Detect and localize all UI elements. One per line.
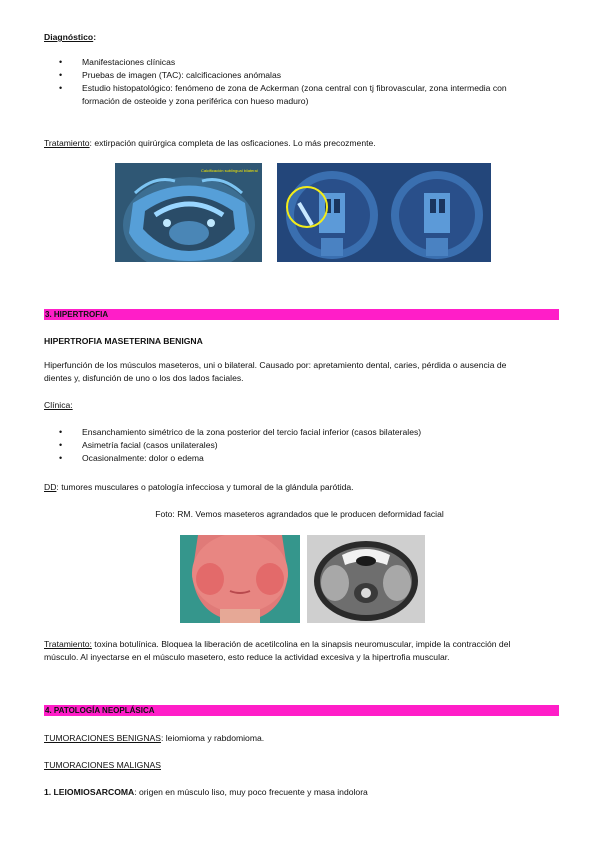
leiomiosarcoma: 1. LEIOMIOSARCOMA: origen en músculo liso, muy poco frecuente y masa indolora	[44, 787, 368, 797]
patient-face-photo	[180, 535, 300, 623]
section-bar-hipertrofia: 3. HIPERTROFIA	[44, 309, 559, 320]
tumoraciones-benignas: TUMORACIONES BENIGNAS: leiomioma y rabdomioma.	[44, 733, 265, 743]
list-item: • Ensanchamiento simétrico de la zona posterior del tercio facial inferior (casos bilaterales)	[44, 426, 564, 439]
benignas-label: TUMORACIONES BENIGNAS	[44, 733, 161, 743]
diagnostico-heading: Diagnóstico:	[44, 32, 97, 42]
tratamiento-2-line-2: músculo. Al inyectarse en el músculo masetero, esto reduce la actividad excesiva y la hipertrofia muscular.	[44, 652, 450, 662]
tratamiento-2-label: Tratamiento:	[44, 639, 92, 649]
dd-label: DD	[44, 482, 57, 492]
tratamiento-1	[44, 137, 376, 150]
clinica-label: Clínica:	[44, 400, 73, 410]
mri-axial-image	[307, 535, 425, 623]
diagnostico-list	[44, 56, 564, 94]
ct-axial-image	[115, 163, 262, 262]
dd-line	[44, 481, 354, 494]
clinica-list	[44, 426, 564, 464]
photo-caption: Foto: RM. Vemos maseteros agrandados que le producen deformidad facial	[155, 509, 444, 519]
list-item: • Pruebas de imagen (TAC): calcificaciones anómalas	[44, 69, 564, 82]
ct-annotation: Calcificación sublingual bilateral	[201, 168, 258, 173]
hipertrofia-paragraph-line-1: Hiperfunción de los músculos maseteros, uni o bilateral. Causado por: apretamiento dental, caries, pérdida o ausencia de	[44, 360, 507, 370]
tratamiento-2-line-1: Tratamiento: toxina botulínica. Bloquea la liberación de acetilcolina en la sinapsis neuromuscular, impide la contracción del	[44, 639, 511, 649]
list-item: • Estudio histopatológico: fenómeno de zona de Ackerman (zona central con tj fibrovascular, zona intermedia con	[44, 82, 564, 95]
list-item: • Manifestaciones clínicas	[44, 56, 564, 69]
tumoraciones-malignas-label: TUMORACIONES MALIGNAS	[44, 760, 161, 770]
tratamiento-text: : extirpación quirúrgica completa de las osficaciones. Lo más precozmente.	[89, 138, 376, 148]
section-bar-patologia-neoplasica: 4. PATOLOGÍA NEOPLÁSICA	[44, 705, 559, 716]
hipertrofia-title: HIPERTROFIA MASETERINA BENIGNA	[44, 336, 203, 346]
dd-text: : tumores musculares o patología infecciosa y tumoral de la glándula parótida.	[56, 482, 354, 492]
ct-coronal-images	[277, 163, 491, 262]
diagnostico-item-continuation: formación de osteoide y zona periférica con hueso maduro)	[82, 96, 309, 106]
list-item: • Ocasionalmente: dolor o edema	[44, 452, 564, 465]
hipertrofia-paragraph-line-2: dientes y, disfunción de uno o los dos lados faciales.	[44, 373, 244, 383]
leiomiosarcoma-label: 1. LEIOMIOSARCOMA	[44, 787, 135, 797]
list-item: • Asimetría facial (casos unilaterales)	[44, 439, 564, 452]
tratamiento-label: Tratamiento	[44, 138, 90, 148]
